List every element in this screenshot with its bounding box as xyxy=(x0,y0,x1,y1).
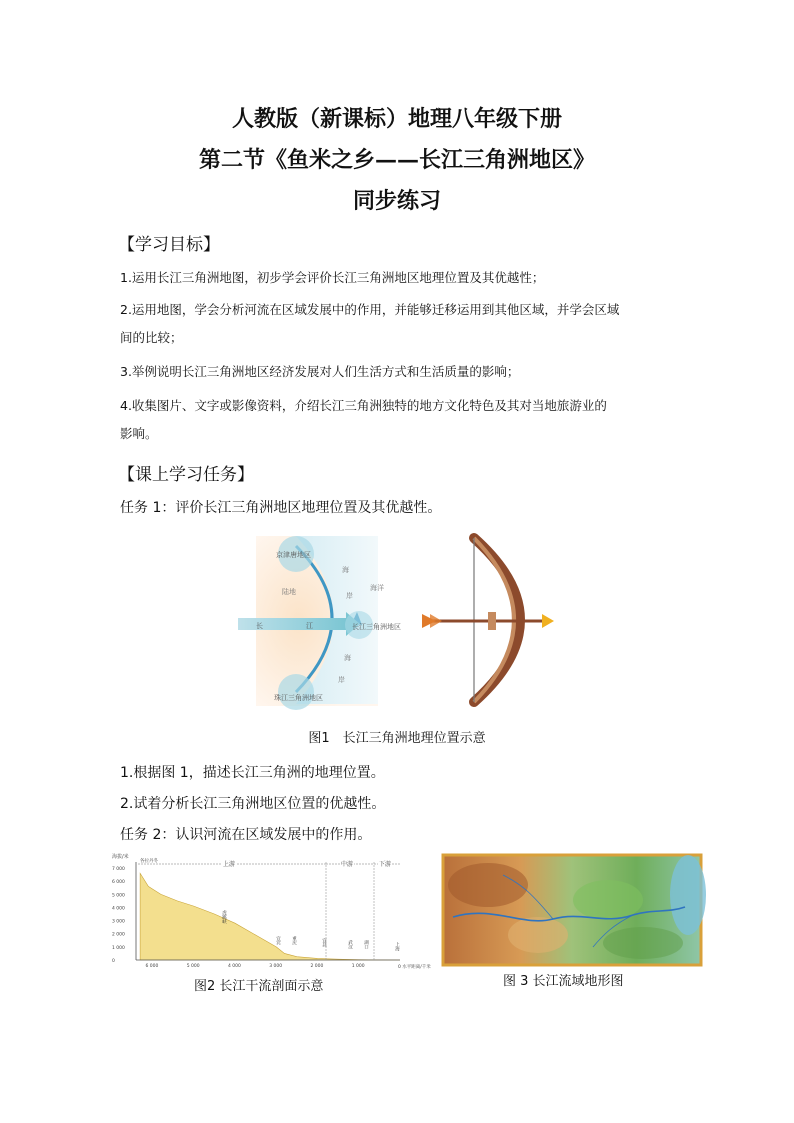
y-tick-label: 1 000 xyxy=(112,945,125,951)
label-hai: 海 xyxy=(342,566,349,574)
source-label: 各拉丹冬 xyxy=(140,859,158,864)
figure-3 xyxy=(443,855,701,965)
question-1: 1.根据图 1，描述长江三角洲的地理位置。 xyxy=(120,765,385,781)
figure-2-caption: 图2 长江干流剖面示意 xyxy=(194,979,324,994)
label-chang: 长 xyxy=(256,622,263,630)
y-tick-label: 2 000 xyxy=(112,932,125,938)
x-tick-label: 6 000 xyxy=(145,964,159,969)
objectives-heading: 【学习目标】 xyxy=(118,235,220,255)
y-tick-label: 6 000 xyxy=(112,880,125,886)
y-tick-label: 3 000 xyxy=(112,919,125,925)
y-tick-label: 7 000 xyxy=(112,867,125,872)
figure-1 xyxy=(236,532,566,712)
task1-text: 任务 1：评价长江三角洲地区地理位置及其优越性。 xyxy=(120,500,442,516)
document-title: 人教版（新课标）地理八年级下册 xyxy=(231,106,562,132)
x-tick-label: 1 000 xyxy=(351,964,365,969)
x-tick-label: 4 000 xyxy=(228,964,241,969)
figure-3-caption: 图 3 长江流域地形图 xyxy=(503,974,624,989)
place-label: 重庆 xyxy=(291,936,297,945)
y-tick-label: 0 xyxy=(112,959,115,964)
y-axis-label: 海拔/米 xyxy=(112,854,129,860)
objective-item: 间的比较； xyxy=(120,330,183,345)
y-tick-label: 4 000 xyxy=(112,906,125,912)
label-ocean: 海洋 xyxy=(370,584,384,592)
x-axis-label: 0 水平距离/千米 xyxy=(398,965,431,970)
place-label: 湖口 xyxy=(363,940,369,949)
place-label: 宜宾 xyxy=(275,936,281,945)
bow-arrow-icon xyxy=(422,538,554,702)
objective-item: 影响。 xyxy=(120,426,158,441)
figure-1-graphic xyxy=(236,532,566,712)
label-an: 岸 xyxy=(346,592,353,600)
label-jiang: 江 xyxy=(306,622,313,630)
elevation-profile-area xyxy=(140,873,400,960)
x-tick-label: 2 000 xyxy=(310,964,324,969)
tasks-heading: 【课上学习任务】 xyxy=(118,465,254,485)
figure-2 xyxy=(110,850,431,970)
label-jingjintang: 京津唐地区 xyxy=(276,551,311,559)
upper-reach-label: 上游 xyxy=(223,861,236,868)
x-tick-label: 3 000 xyxy=(269,964,283,969)
objective-item: 3.举例说明长江三角洲地区经济发展对人们生活方式和生活质量的影响； xyxy=(120,364,520,379)
label-hai: 海 xyxy=(344,654,351,662)
figure-1-caption: 图1 长江三角洲地理位置示意 xyxy=(308,731,486,746)
terrain-map-image xyxy=(443,855,701,965)
task2-text: 任务 2：认识河流在区域发展中的作用。 xyxy=(120,827,372,843)
middle-reach-label: 中游 xyxy=(341,861,354,868)
lower-reach-label: 下游 xyxy=(379,861,392,868)
x-tick-label: 5 000 xyxy=(186,964,200,969)
label-zhujiang-delta: 珠江三角洲地区 xyxy=(274,694,323,702)
objective-item: 1.运用长江三角洲地图，初步学会评价长江三角洲地区地理位置及其优越性； xyxy=(120,270,545,285)
question-2: 2.试着分析长江三角洲地区位置的优越性。 xyxy=(120,796,386,812)
label-delta: 长江三角洲地区 xyxy=(352,623,401,631)
place-label: 武汉 xyxy=(347,940,353,949)
objective-item: 2.运用地图，学会分析河流在区域发展中的作用，并能够迁移运用到其他区域，并学会区域 xyxy=(120,302,620,317)
label-an: 岸 xyxy=(338,676,345,684)
lesson-title: 第二节《鱼米之乡——长江三角洲地区》 xyxy=(198,147,595,173)
y-tick-label: 5 000 xyxy=(112,893,125,899)
place-label: 虎跳峡 xyxy=(221,910,227,924)
objective-item: 4.收集图片、文字或影像资料，介绍长江三角洲独特的地方文化特色及其对当地旅游业的 xyxy=(120,398,607,413)
label-land: 陆地 xyxy=(282,588,296,596)
exercise-title: 同步练习 xyxy=(352,188,441,214)
place-label: 上海 xyxy=(394,942,400,951)
place-label: 宜昌 xyxy=(321,938,327,947)
profile-chart xyxy=(110,850,431,970)
